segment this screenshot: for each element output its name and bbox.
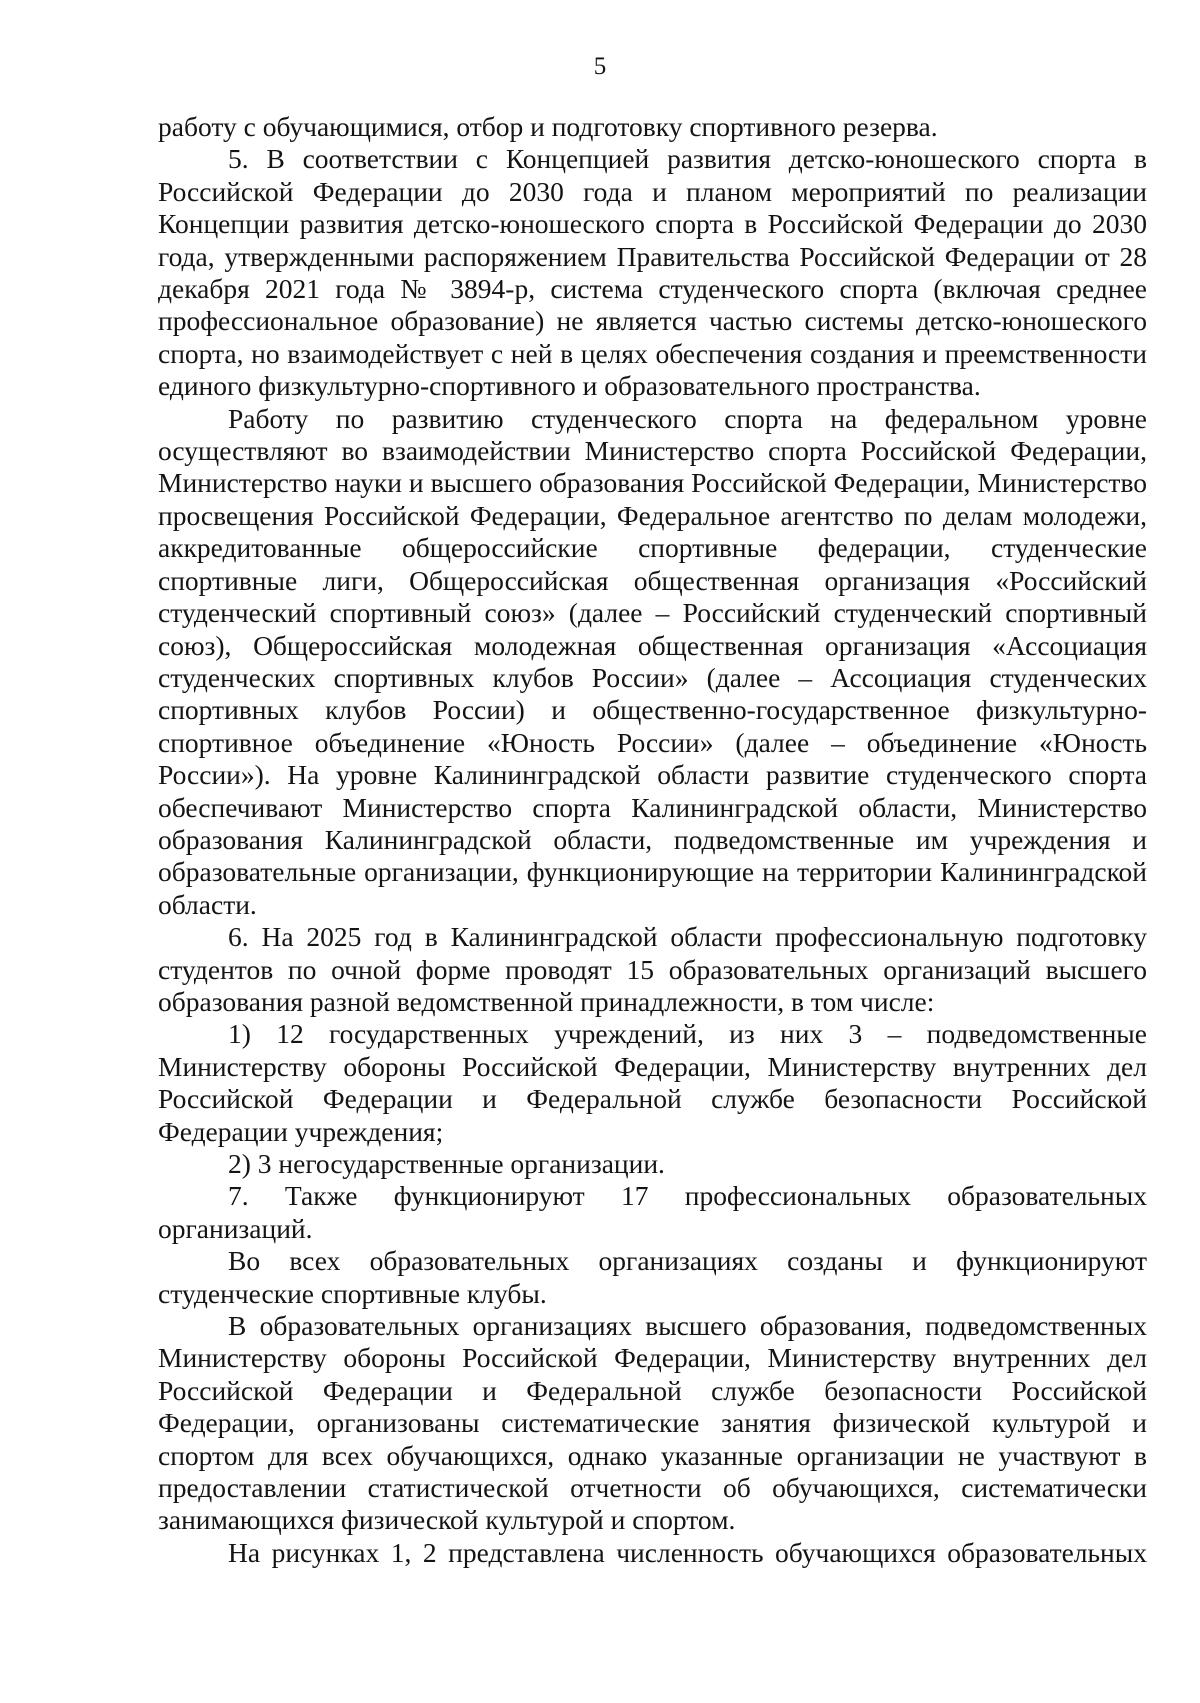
paragraph-continuation: работу с обучающимися, отбор и подготовку спортивного резерва. <box>158 111 938 142</box>
paragraph-item-5: 5. В соответствии с Концепцией развития детско-юношеского спорта в Российской Федерации до 2030 года и планом мероприятий по реализации Концепции развития детско-юношеского спорта в Российской Федерации до 2030 года, утвержденными распоряжением Правительства Российской Федерации от 28 декабря 2021 года № 3894-р, система студенческого спорта (включая среднее профессиональное образование) не является частью системы детско-юношеского спорта, но взаимодействует с ней в целях обеспечения создания и преемственности единого физкультурно-спортивного и образовательного пространства. <box>158 143 1147 402</box>
list-item-1: 1) 12 государственных учреждений, из них 3 – подведомственные Министерству обороны Российской Федерации, Министерству внутренних дел Российской Федерации и Федеральной службе безопасности Российской Федерации учреждения; <box>158 1018 1147 1147</box>
paragraph-item-6: 6. На 2025 год в Калининградской области профессиональную подготовку студентов по очной форме проводят 15 образовательных организаций высшего образования разной ведомственной принадлежности, в том числе: <box>158 921 1147 1017</box>
document-body <box>158 111 1147 1569</box>
page-number: 5 <box>593 53 607 80</box>
paragraph-federal-level: Работу по развитию студенческого спорта на федеральном уровне осуществляют во взаимодействии Министерство спорта Российской Федерации, Министерство науки и высшего образования Российской Федерации, Министерство просвещения Российской Федерации, Федеральное агентство по делам молодежи, аккредитованные общероссийские спортивные федерации, студенческие спортивные лиги, Общероссийская общественная организация «Российский студенческий спортивный союз» (далее – Российский студенческий спортивный союз), Общероссийская молодежная общественная организация «Ассоциация студенческих спортивных клубов России» (далее – Ассоциация студенческих спортивных клубов России) и общественно-государственное физкультурно-спортивное объединение «Юность России» (далее – объединение «Юность России»). На уровне Калининградской области развитие студенческого спорта обеспечивают Министерство спорта Калининградской области, Министерство образования Калининградской области, подведомственные им учреждения и образовательные организации, функционирующие на территории Калининградской области. <box>158 402 1147 920</box>
paragraph-item-7: 7. Также функционируют 17 профессиональных образовательных организаций. <box>158 1180 1147 1244</box>
paragraph-sport-clubs: Во всех образовательных организациях созданы и функционируют студенческие спортивные клубы. <box>158 1245 1147 1309</box>
paragraph-military-organizations: В образовательных организациях высшего образования, подведомственных Министерству обороны Российской Федерации, Министерству внутренних дел Российской Федерации и Федеральной службе безопасности Российской Федерации, организованы систематические занятия физической культурой и спортом для всех обучающихся, однако указанные организации не участвуют в предоставлении статистической отчетности об обучающихся, систематически занимающихся физической культурой и спортом. <box>158 1310 1147 1536</box>
list-item-2: 2) 3 негосударственные организации. <box>228 1148 665 1179</box>
paragraph-figures-intro: На рисунках 1, 2 представлена численность обучающихся образовательных <box>228 1536 1147 1568</box>
